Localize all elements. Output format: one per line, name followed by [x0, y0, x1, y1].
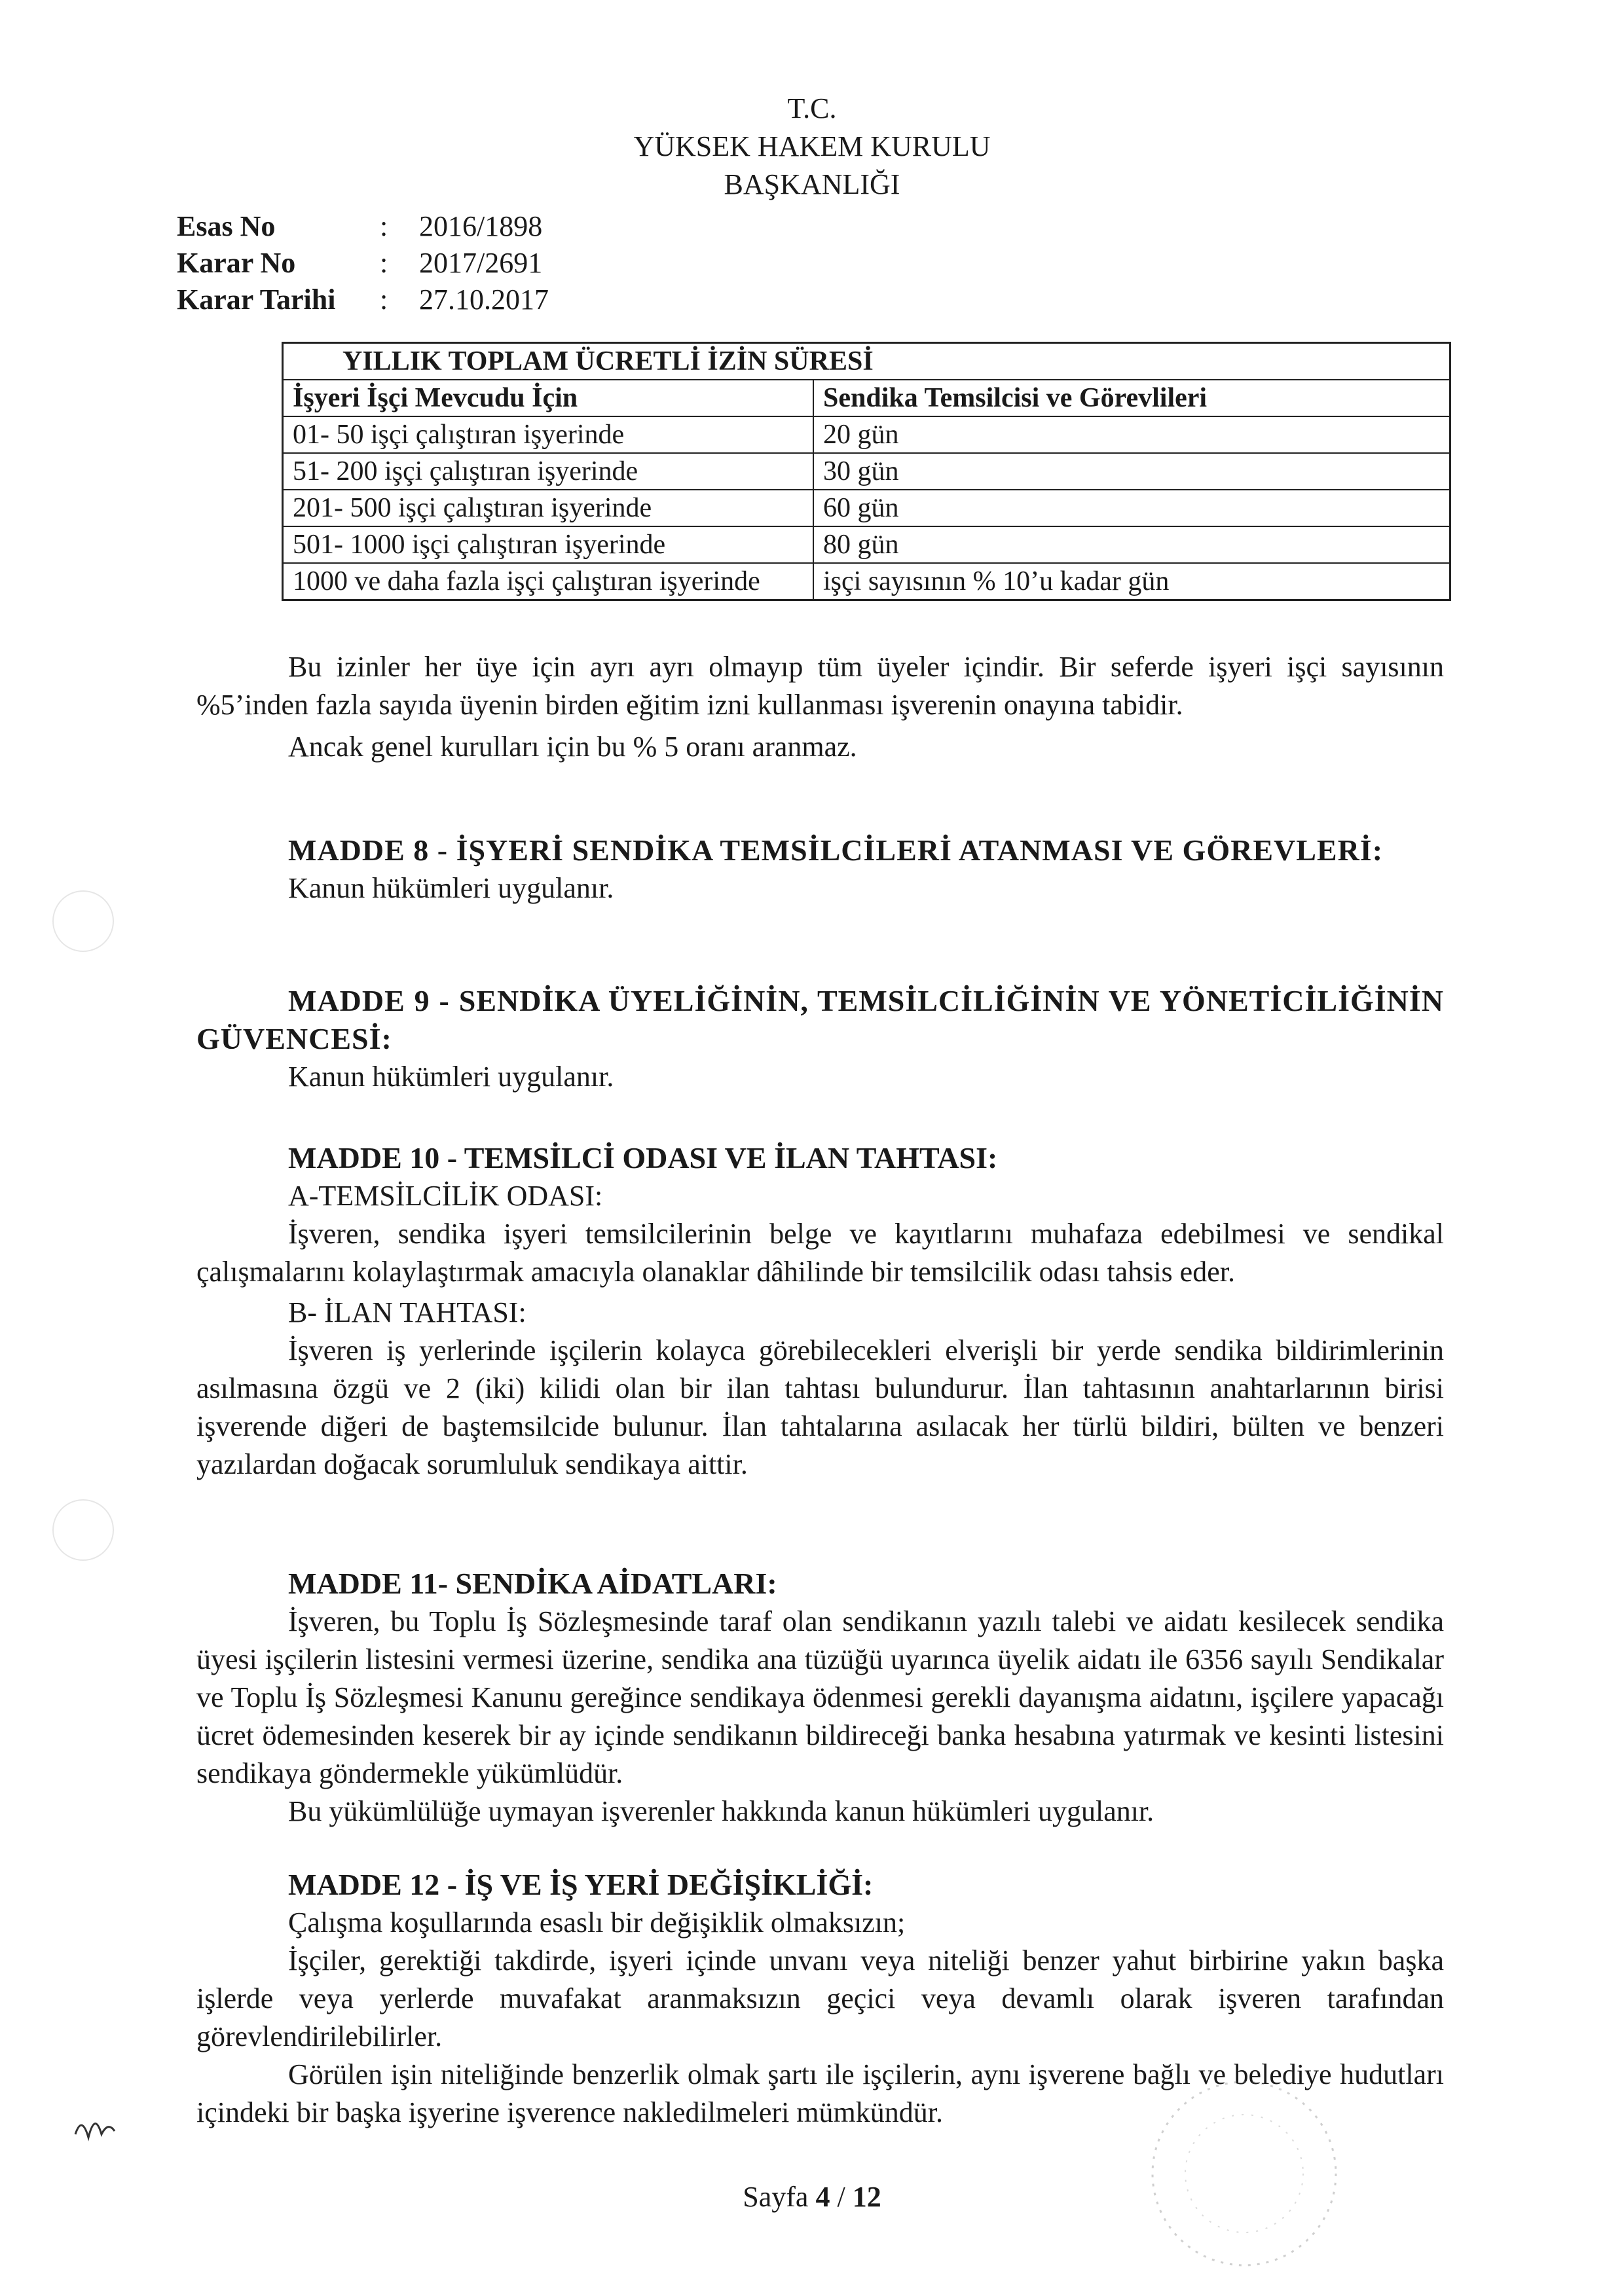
esas-no-colon: : — [380, 210, 388, 242]
table-header-left: İşyeri İşçi Mevcudu İçin — [284, 380, 814, 416]
table-header-row — [284, 379, 1449, 416]
karar-tarihi-colon: : — [380, 283, 388, 316]
subheading: B- İLAN TAHTASI: — [288, 1296, 526, 1328]
table-title-row — [284, 344, 1449, 379]
karar-tarihi-value: 27.10.2017 — [419, 283, 549, 316]
madde-10 — [196, 1139, 1444, 1484]
esas-no-label: Esas No — [177, 210, 276, 242]
table-cell-days: 30 gün — [823, 456, 899, 486]
header-institution: YÜKSEK HAKEM KURULU — [633, 130, 991, 162]
table-cell-days: işçi sayısının % 10’u kadar gün — [823, 566, 1170, 596]
page-number — [0, 2180, 1624, 2214]
madde-11 — [196, 1565, 1444, 1831]
page-prefix: Sayfa — [743, 2181, 816, 2213]
table-row — [284, 489, 1449, 526]
leave-duration-table — [282, 342, 1451, 601]
table-cell-workers: 1000 ve daha fazla işçi çalıştıran işyerinde — [284, 564, 814, 599]
section-heading: MADDE 10 - TEMSİLCİ ODASI VE İLAN TAHTASI: — [288, 1141, 998, 1175]
header-presidency: BAŞKANLIĞI — [724, 168, 900, 200]
paragraph: İşveren iş yerlerinde işçilerin kolayca görebilecekleri elverişli bir yerde sendika bildirimlerinin asılmasına özgü ve 2 (iki) kilidi olan bir ilan tahtası bulundurur. İlan tahtasının anahtarlarının birisi işverende diğeri de baştemsilcide bulunur. İlan tahtalarına asılacak her türlü bildiri, bülten ve benzeri yazılardan doğacak sorumluluk sendikaya aittir. — [196, 1334, 1444, 1480]
table-cell-days: 80 gün — [823, 530, 899, 560]
paragraph: Bu yükümlülüğe uymayan işverenler hakkında kanun hükümleri uygulanır. — [288, 1795, 1154, 1827]
paragraph: Bu izinler her üye için ayrı ayrı olmayıp tüm üyeler içindir. Bir seferde işyeri işçi sayısının %5’inden fazla sayıda üyenin birden eğitim izni kullanması işverenin onayına tabidir. — [196, 651, 1444, 721]
section-heading: MADDE 9 - SENDİKA ÜYELİĞİNİN, TEMSİLCİLİĞİNİN VE YÖNETİCİLİĞİNİN GÜVENCESİ: — [196, 984, 1444, 1055]
table-cell-workers: 51- 200 işçi çalıştıran işyerinde — [284, 454, 814, 489]
madde-8 — [196, 831, 1444, 907]
paragraph: Görülen işin niteliğinde benzerlik olmak şartı ile işçilerin, aynı işverene bağlı ve belediye hudutları içindeki bir başka işyerine işverence nakledilmeleri mümkündür. — [196, 2058, 1444, 2128]
subheading: A-TEMSİLCİLİK ODASI: — [288, 1180, 603, 1212]
table-header-right: Sendika Temsilcisi ve Görevlileri — [823, 383, 1208, 413]
table-row — [284, 562, 1449, 599]
header-tc: T.C. — [787, 92, 837, 124]
table-row — [284, 452, 1449, 489]
section-heading: MADDE 8 - İŞYERİ SENDİKA TEMSİLCİLERİ ATANMASI VE GÖREVLERİ: — [288, 833, 1384, 867]
page-total: 12 — [852, 2181, 881, 2213]
karar-tarihi-label: Karar Tarihi — [177, 283, 336, 316]
esas-no-value: 2016/1898 — [419, 210, 543, 242]
table-cell-workers: 501- 1000 işçi çalıştıran işyerinde — [284, 527, 814, 562]
karar-no-colon: : — [380, 247, 388, 279]
paragraph: Çalışma koşullarında esaslı bir değişiklik olmaksızın; — [288, 1906, 906, 1939]
section-heading: MADDE 12 - İŞ VE İŞ YERİ DEĞİŞİKLİĞİ: — [288, 1868, 874, 1901]
paragraph: Kanun hükümleri uygulanır. — [288, 1061, 614, 1093]
karar-no-row — [177, 245, 549, 282]
table-cell-workers: 01- 50 işçi çalıştıran işyerinde — [284, 417, 814, 452]
karar-no-label: Karar No — [177, 247, 296, 279]
punch-hole — [52, 1499, 114, 1561]
madde-9 — [196, 982, 1444, 1096]
table-row — [284, 416, 1449, 452]
table-cell-workers: 201- 500 işçi çalıştıran işyerinde — [284, 490, 814, 526]
page-current: 4 — [815, 2181, 830, 2213]
esas-no-row — [177, 208, 549, 245]
paragraph: Kanun hükümleri uygulanır. — [288, 872, 614, 904]
case-meta — [177, 208, 549, 318]
karar-no-value: 2017/2691 — [419, 247, 543, 279]
section-heading: MADDE 11- SENDİKA AİDATLARI: — [288, 1567, 777, 1600]
paragraph: İşveren, sendika işyeri temsilcilerinin belge ve kayıtlarını muhafaza edebilmesi ve sendikal çalışmalarını kolaylaştırmak amacıyla olanaklar dâhilinde bir temsilcilik odası tahsis eder. — [196, 1218, 1444, 1288]
karar-tarihi-row — [177, 282, 549, 318]
stamp-mark — [1094, 2062, 1369, 2285]
after-table-text — [196, 648, 1444, 766]
initials-signature — [69, 2102, 121, 2154]
table-cell-days: 20 gün — [823, 420, 899, 450]
paragraph: Ancak genel kurulları için bu % 5 oranı aranmaz. — [288, 731, 857, 763]
paragraph: İşçiler, gerektiği takdirde, işyeri içinde unvanı veya niteliği benzer yahut birbirine yakın başka işlerde veya yerlerde muvafakat aranmaksızın geçici veya devamlı olarak işveren tarafından görevlendirilebilirler. — [196, 1944, 1444, 2052]
paragraph: İşveren, bu Toplu İş Sözleşmesinde taraf olan sendikanın yazılı talebi ve aidatı kesilecek sendika üyesi işçilerin listesini vermesi üzerine, sendika ana tüzüğü uyarınca üyelik aidatı ile 6356 sayılı Sendikalar ve Toplu İş Sözleşmesi Kanunu gereğince sendikaya ödenmesi gerekli dayanışma aidatını, işçilere yapacağı ücret ödemesinden keserek bir ay içinde sendikanın bildireceği banka hesabına yatırmak ve kesinti listesini sendikaya göndermekle yükümlüdür. — [196, 1605, 1444, 1789]
page-separator: / — [830, 2181, 853, 2213]
table-row — [284, 526, 1449, 562]
punch-hole — [52, 890, 114, 952]
table-title: YILLIK TOPLAM ÜCRETLİ İZİN SÜRESİ — [342, 346, 874, 376]
table-cell-days: 60 gün — [823, 493, 899, 523]
